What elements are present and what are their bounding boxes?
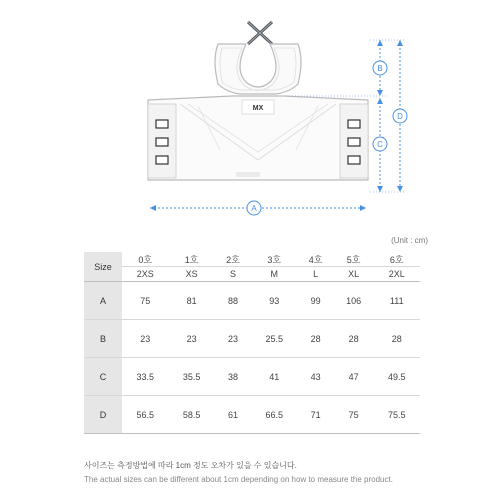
cell: 28	[374, 320, 420, 358]
cell: 28	[297, 320, 333, 358]
cell: 38	[215, 358, 251, 396]
table-row	[84, 358, 420, 396]
cell: 23	[122, 320, 168, 358]
cell: 93	[251, 282, 297, 320]
cell: 75	[122, 282, 168, 320]
cell: 66.5	[251, 396, 297, 434]
size-letter-6: 2XL	[374, 267, 420, 282]
size-letter-3: M	[251, 267, 297, 282]
size-header-row-letter	[84, 267, 420, 282]
size-korean-1: 1호	[168, 252, 214, 267]
dimension-d	[393, 40, 407, 192]
cell: 99	[297, 282, 333, 320]
cell: 71	[297, 396, 333, 434]
row-label: D	[84, 396, 122, 434]
cell: 61	[215, 396, 251, 434]
size-letter-2: S	[215, 267, 251, 282]
logo-icon	[242, 100, 274, 114]
collar-piece	[215, 44, 301, 94]
size-korean-4: 4호	[297, 252, 333, 267]
cell: 43	[297, 358, 333, 396]
cell: 41	[251, 358, 297, 396]
cell: 47	[334, 358, 374, 396]
size-letter-4: L	[297, 267, 333, 282]
note-english: The actual sizes can be different about 1cm depending on how to measure the product.	[84, 475, 393, 484]
table-row	[84, 396, 420, 434]
cell: 25.5	[251, 320, 297, 358]
cell: 23	[215, 320, 251, 358]
row-label: A	[84, 282, 122, 320]
cell: 35.5	[168, 358, 214, 396]
dimension-c-label: C	[377, 140, 383, 149]
note-korean: 사이즈는 측정방법에 따라 1cm 정도 오차가 있을 수 있습니다.	[84, 461, 297, 470]
cell: 33.5	[122, 358, 168, 396]
cell: 106	[334, 282, 374, 320]
dimension-b-label: B	[377, 64, 383, 73]
dimension-a-label: A	[251, 204, 257, 213]
cell: 111	[374, 282, 420, 320]
chest-protector-diagram	[0, 0, 500, 230]
cell: 56.5	[122, 396, 168, 434]
size-header-row-korean	[84, 252, 420, 267]
table-row	[84, 282, 420, 320]
dimension-c	[373, 98, 387, 192]
size-header: Size	[84, 252, 122, 282]
cell: 75	[334, 396, 374, 434]
size-letter-5: XL	[334, 267, 374, 282]
size-korean-3: 3호	[251, 252, 297, 267]
dimension-b	[373, 40, 387, 96]
svg-text:MX: MX	[252, 105, 264, 112]
cell: 49.5	[374, 358, 420, 396]
size-letter-1: XS	[168, 267, 214, 282]
size-korean-0: 0호	[122, 252, 168, 267]
size-korean-6: 6호	[374, 252, 420, 267]
dimension-d-label: D	[397, 112, 403, 121]
size-korean-2: 2호	[215, 252, 251, 267]
cell: 58.5	[168, 396, 214, 434]
cell: 28	[334, 320, 374, 358]
row-label: C	[84, 358, 122, 396]
cell: 75.5	[374, 396, 420, 434]
strap-icon	[248, 22, 272, 44]
row-label: B	[84, 320, 122, 358]
size-table	[84, 252, 420, 434]
size-letter-0: 2XS	[122, 267, 168, 282]
size-korean-5: 5호	[334, 252, 374, 267]
unit-note: (Unit : cm)	[391, 236, 428, 245]
cell: 23	[168, 320, 214, 358]
cell: 81	[168, 282, 214, 320]
dimension-a	[150, 201, 366, 215]
table-row	[84, 320, 420, 358]
cell: 88	[215, 282, 251, 320]
